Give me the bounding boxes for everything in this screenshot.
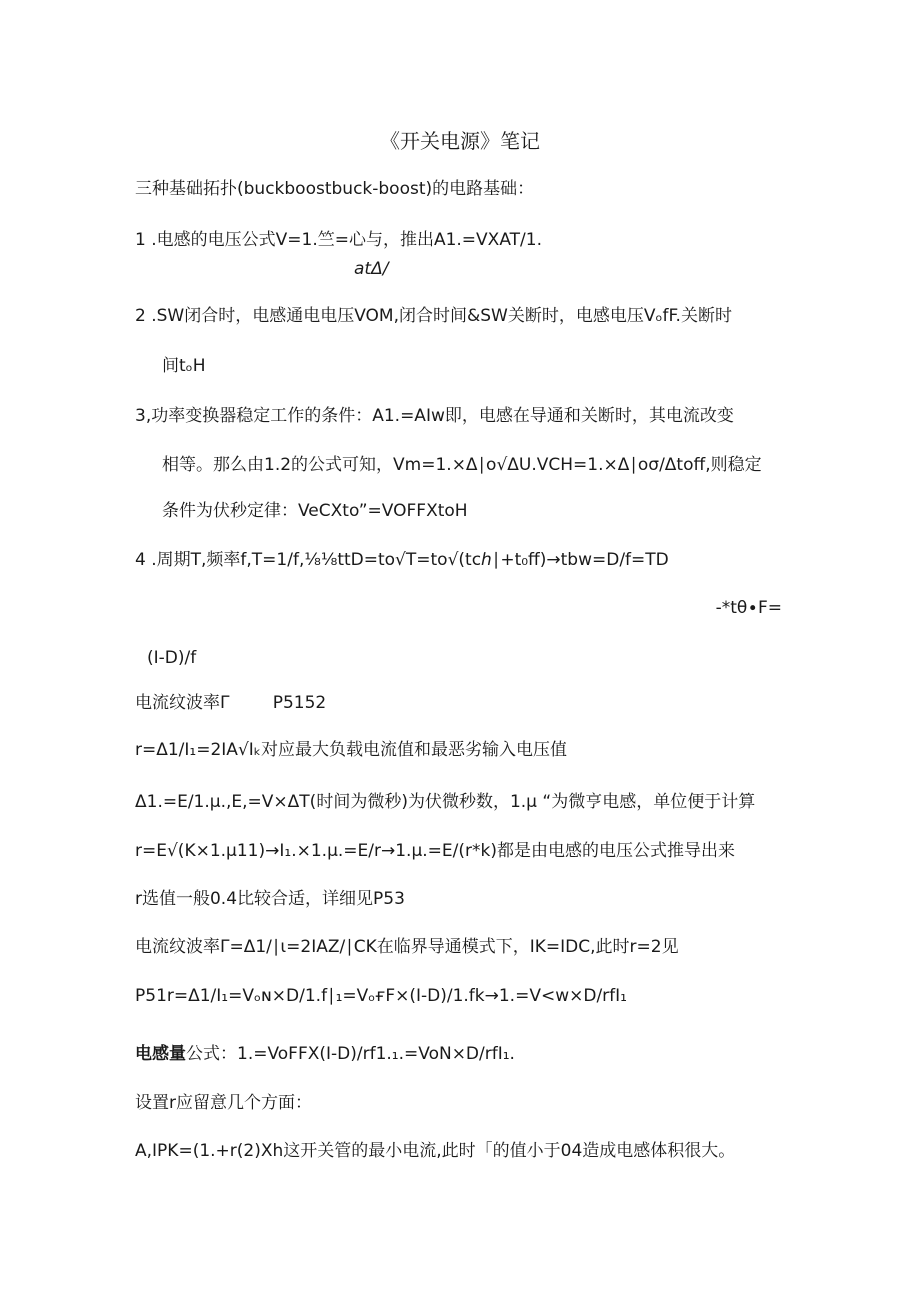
item-4-right-fragment: -*tθ∙F= [715, 598, 782, 618]
page-title: 《开关电源》笔记 [380, 129, 540, 153]
item-2-line: 2 .SW闭合时，电感通电电压VOM,闭合时间&SW关断时，电感电压VₒfF.关断时 [135, 306, 732, 326]
item-1-line: 1 .电感的电压公式V=1.竺=心与，推出A1.=VXAT/1. [135, 230, 542, 250]
item-3-line: 3,功率变换器稳定工作的条件：A1.=AIw即，电感在导通和关断时，其电流改变 [135, 406, 734, 426]
setup-heading: 设置r应留意几个方面： [135, 1093, 312, 1113]
item-4-line: 4 .周期T,频率f,T=1/f,⅛⅛ttD=to√T=to√(tcℎ∣+t₀ff)→tbw=D/f=TD [135, 550, 669, 570]
item-1-subscript: atΔ/ [354, 259, 389, 279]
item-4-continuation: (I-D)/f [147, 648, 197, 668]
inductance-label: 电感量 [135, 1044, 186, 1064]
ripple-line-6: P51r=Δ1/I₁=Vₒɴ×D/1.f∣₁=VₒғF×(I-D)/1.fk→1.=V<w×D/rfI₁ [135, 986, 627, 1006]
ripple-heading: 电流纹波率Γ P5152 [135, 693, 327, 713]
ripple-line-2: Δ1.=E/1.μ.,E,=V×ΔT(时间为微秒)为伏微秒数，1.μ “为微亨电感，单位便于计算 [135, 792, 756, 812]
item-3-continuation-2: 条件为伏秒定律：VeCXto”=VOFFXtoH [162, 501, 468, 521]
item-2-continuation: 间tₒH [162, 356, 206, 376]
setup-point-a: A,IPK=(1.+r(2)Xh这开关管的最小电流,此时「的值小于04造成电感体积很大。 [135, 1141, 736, 1161]
inductance-line [135, 1043, 515, 1065]
item-3-continuation-1: 相等。那么由1.2的公式可知，Vm=1.×Δ∣o√ΔU.VCH=1.×Δ∣oσ/Δtoff,则稳定 [162, 455, 762, 475]
inductance-formula: 公式：1.=VoFFX(I-D)/rf1.₁.=VoN×D/rfI₁. [186, 1044, 515, 1064]
ripple-line-5: 电流纹波率Γ=Δ1/∣ι=2IAZ/∣CK在临界导通模式下，IK=IDC,此时r=2见 [135, 937, 679, 957]
ripple-line-1: r=Δ1/I₁=2IA√Iₖ对应最大负载电流值和最恶劣输入电压值 [135, 740, 568, 760]
ripple-line-3: r=E√(K×1.μ11)→I₁.×1.μ.=E/r→1.μ.=E/(r*k)都是由电感的电压公式推导出来 [135, 841, 735, 861]
ripple-line-4: r选值一般0.4比较合适，详细见P53 [135, 889, 405, 909]
intro-line: 三种基础拓扑(buckboostbuck-boost)的电路基础： [135, 179, 535, 199]
